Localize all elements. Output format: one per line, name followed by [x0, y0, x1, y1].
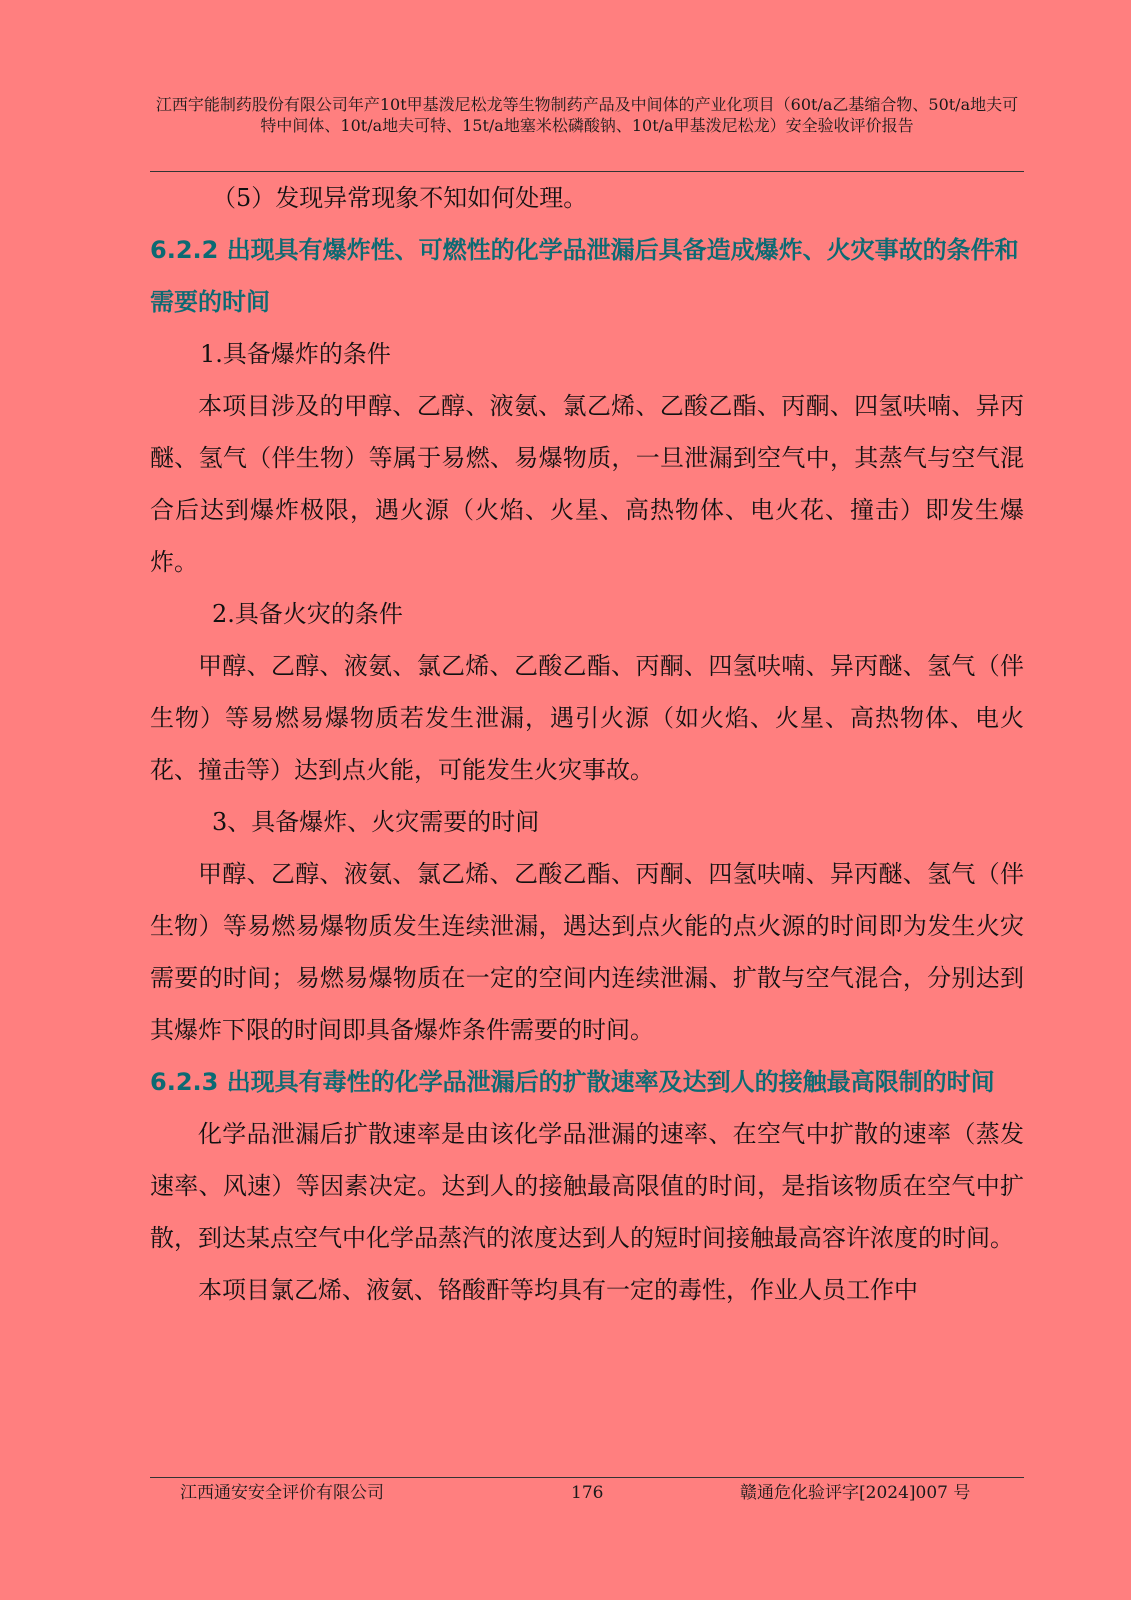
subheading-fire-conditions: 2.具备火灾的条件: [212, 600, 403, 628]
footer-page-number: 176: [571, 1483, 604, 1503]
subheading-required-time: 3、具备爆炸、火灾需要的时间: [212, 808, 540, 836]
section-heading-6-2-2: 6.2.2 出现具有爆炸性、可燃性的化学品泄漏后具备造成爆炸、火灾事故的条件和需要的时间: [150, 236, 1019, 316]
paragraph-toxicity: 本项目氯乙烯、液氨、铬酸酐等均具有一定的毒性，作业人员工作中: [198, 1276, 918, 1304]
paragraph-required-time: 甲醇、乙醇、液氨、氯乙烯、乙酸乙酯、丙酮、四氢呋喃、异丙醚、氢气（伴生物）等易燃易爆物质发生连续泄漏，遇达到点火能的点火源的时间即为发生火灾需要的时间；易燃易爆物质在一定的空间内连续泄漏、扩散与空气混合，分别达到其爆炸下限的时间即具备爆炸条件需要的时间。: [150, 860, 1024, 1044]
footer-doc-number: 赣通危化验评字[2024]007 号: [740, 1483, 971, 1503]
footer-divider: [150, 1477, 1024, 1478]
paragraph-explosion-conditions: 本项目涉及的甲醇、乙醇、液氨、氯乙烯、乙酸乙酯、丙酮、四氢呋喃、异丙醚、氢气（伴生物）等属于易燃、易爆物质，一旦泄漏到空气中，其蒸气与空气混合后达到爆炸极限，遇火源（火焰、火星、高热物体、电火花、撞击）即发生爆炸。: [150, 392, 1024, 576]
header-title: 江西宇能制药股份有限公司年产10t甲基泼尼松龙等生物制药产品及中间体的产业化项目（60t/a乙基缩合物、50t/a地夫可特中间体、10t/a地夫可特、15t/a地塞米松磷酸钠、10t/a甲基泼尼松龙）安全验收评价报告: [155, 95, 1019, 135]
page-body: [150, 172, 1024, 1316]
list-item-5: （5）发现异常现象不知如何处理。: [212, 184, 588, 212]
page-header: [150, 94, 1024, 136]
paragraph-diffusion-rate: 化学品泄漏后扩散速率是由该化学品泄漏的速率、在空气中扩散的速率（蒸发速率、风速）等因素决定。达到人的接触最高限值的时间，是指该物质在空气中扩散，到达某点空气中化学品蒸汽的浓度达到人的短时间接触最高容许浓度的时间。: [150, 1120, 1024, 1252]
paragraph-fire-conditions: 甲醇、乙醇、液氨、氯乙烯、乙酸乙酯、丙酮、四氢呋喃、异丙醚、氢气（伴生物）等易燃易爆物质若发生泄漏，遇引火源（如火焰、火星、高热物体、电火花、撞击等）达到点火能，可能发生火灾事故。: [150, 652, 1024, 784]
footer-company: 江西通安安全评价有限公司: [180, 1483, 384, 1503]
section-heading-6-2-3: 6.2.3 出现具有毒性的化学品泄漏后的扩散速率及达到人的接触最高限制的时间: [150, 1068, 995, 1096]
subheading-explosion-conditions: 1.具备爆炸的条件: [200, 340, 391, 368]
